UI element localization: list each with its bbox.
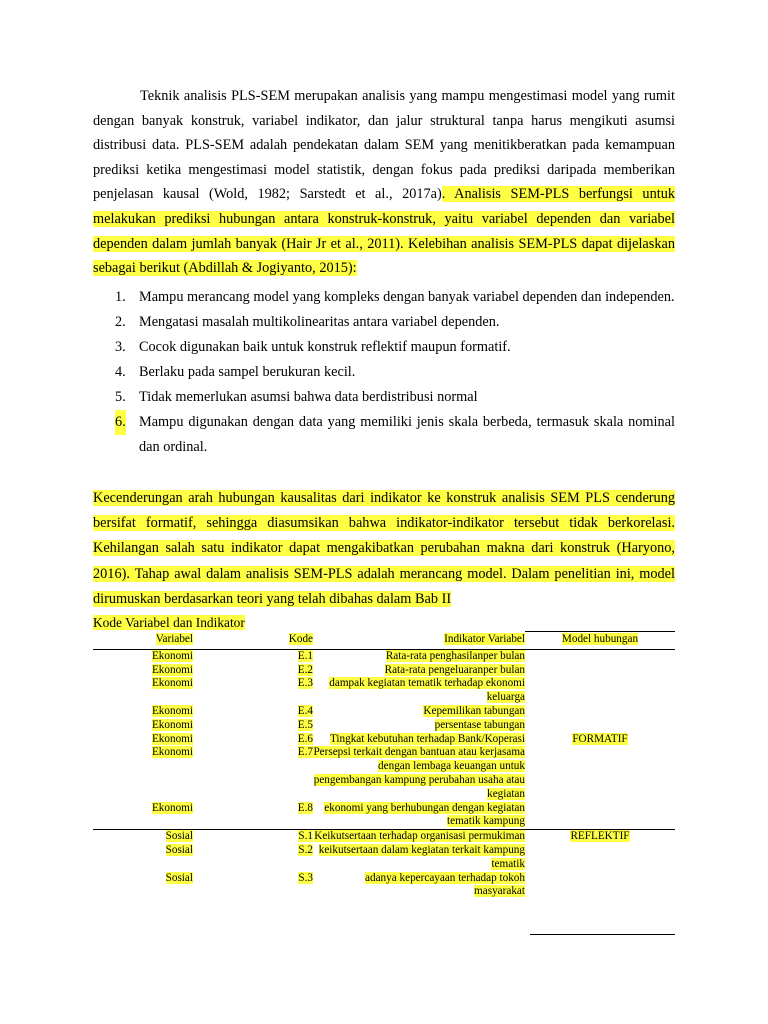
body-paragraph-2-text: Kecenderungan arah hubungan kausalitas dari indikator ke konstruk analisis SEM PLS cenderung bersifat formatif, sehingga diasumsikan bahwa indikator-indikator tersebut tidak berkorelasi. Kehilangan salah satu indikator dapat mengakibatkan perubahan makna dari konstruk (Haryono, 2016). Tahap awal dalam analisis SEM-PLS adalah merancang model. Dalam penelitian ini, model dirumuskan berdasarkan teori yang telah dibahas dalam Bab II (93, 490, 675, 607)
cell-indikator: Rata-rata pengeluaranper bulan (384, 663, 525, 676)
cell-indikator: ekonomi yang berhubungan dengan kegiatan tematik kampung (324, 801, 525, 828)
cell-kode: E.1 (297, 649, 313, 662)
list-item-text: Mengatasi masalah multikolinearitas antara variabel dependen. (139, 314, 500, 330)
cell-variabel: Sosial (165, 830, 193, 843)
table-bottom-rule (530, 934, 675, 935)
cell-kode: E.6 (297, 732, 313, 745)
cell-indikator: Keikutsertaan terhadap organisasi permukiman (314, 830, 525, 843)
cell-indikator: Tingkat kebutuhan terhadap Bank/Koperasi (329, 732, 525, 745)
list-item (93, 410, 675, 460)
cell-variabel: Sosial (165, 843, 193, 856)
cell-indikator: Rata-rata penghasilanper bulan (385, 649, 525, 662)
table-caption (93, 614, 245, 632)
cell-variabel: Sosial (165, 871, 193, 884)
header-variabel: Variabel (93, 632, 193, 650)
cell-variabel: Ekonomi (151, 677, 193, 690)
list-item (93, 285, 675, 310)
list-item (93, 360, 675, 385)
list-item-number: 4. (115, 364, 126, 380)
cell-variabel: Ekonomi (151, 718, 193, 731)
cell-indikator: Kepemilikan tabungan (423, 704, 525, 717)
list-item (93, 335, 675, 360)
list-item (93, 385, 675, 410)
cell-kode: S.1 (298, 830, 313, 843)
variable-indicator-table (93, 631, 675, 899)
cell-indikator: Persepsi terkait dengan bantuan atau kerjasama dengan lembaga keuangan untuk pengembangan kampung perubahan usaha atau kegiatan (313, 746, 525, 800)
cell-indikator: dampak kegiatan tematik terhadap ekonomi keluarga (329, 677, 525, 704)
list-item-number: 3. (115, 339, 126, 355)
cell-kode: E.4 (297, 704, 313, 717)
list-item-number: 5. (115, 389, 126, 405)
cell-model-formatif: FORMATIF (572, 732, 628, 745)
cell-kode: E.3 (297, 677, 313, 690)
cell-kode: E.8 (297, 801, 313, 814)
table-row (93, 649, 675, 663)
advantages-list (93, 285, 675, 460)
cell-kode: E.2 (297, 663, 313, 676)
list-item-number: 6. (115, 410, 126, 435)
list-item-text: Berlaku pada sampel berukuran kecil. (139, 364, 356, 380)
cell-model-reflektif: REFLEKTIF (525, 830, 675, 899)
cell-variabel: Ekonomi (151, 649, 193, 662)
cell-indikator: adanya kepercayaan terhadap tokoh masyarakat (365, 871, 525, 898)
cell-indikator: keikutsertaan dalam kegiatan terkait kampung tematik (318, 843, 525, 870)
table-row (93, 830, 675, 844)
table-caption-text: Kode Variabel dan Indikator (93, 615, 245, 630)
cell-kode: E.7 (297, 746, 313, 759)
header-model-hubungan: Model hubungan (525, 632, 675, 650)
header-kode: Kode (193, 632, 313, 650)
list-item-text: Cocok digunakan baik untuk konstruk reflektif maupun formatif. (139, 339, 511, 355)
cell-kode: S.2 (298, 843, 313, 856)
cell-kode: S.3 (298, 871, 313, 884)
cell-variabel: Ekonomi (151, 704, 193, 717)
header-indikator: Indikator Variabel (313, 632, 525, 650)
cell-indikator: persentase tabungan (434, 718, 525, 731)
intro-paragraph (93, 84, 675, 281)
list-item-text: Tidak memerlukan asumsi bahwa data berdistribusi normal (139, 389, 478, 405)
list-item (93, 310, 675, 335)
body-paragraph-2 (93, 486, 675, 612)
table-header-row (93, 632, 675, 650)
list-item-text: Mampu digunakan dengan data yang memiliki jenis skala berbeda, termasuk skala nominal dan ordinal. (139, 414, 675, 455)
intro-highlighted-text: . Analisis SEM-PLS berfungsi untuk melakukan prediksi hubungan antara konstruk-konstruk, yaitu variabel dependen dan variabel dependen dalam jumlah banyak (Hair Jr et al., 2011). Kelebihan analisis SEM-PLS dapat dijelaskan sebagai berikut (Abdillah & Jogiyanto, 2015): (93, 186, 675, 277)
list-item-text: Mampu merancang model yang kompleks dengan banyak variabel dependen dan independen. (139, 289, 675, 305)
intro-plain-text: Teknik analisis PLS-SEM merupakan analisis yang mampu mengestimasi model yang rumit dengan banyak konstruk, variabel indikator, dan jalur struktural tanpa harus mengikuti asumsi distribusi data. PLS-SEM adalah pendekatan dalam SEM yang menitikberatkan pada kemampuan prediksi ketika mengestimasi model statistik, dengan fokus pada prediksi daripada memberikan penjelasan kausal (Wold, 1982; Sarstedt et al., 2017a) (93, 88, 675, 203)
list-item-number: 2. (115, 314, 126, 330)
cell-kode: E.5 (297, 718, 313, 731)
list-item-number: 1. (115, 289, 126, 305)
cell-variabel: Ekonomi (151, 732, 193, 745)
cell-variabel: Ekonomi (151, 663, 193, 676)
cell-variabel: Ekonomi (151, 746, 193, 759)
cell-variabel: Ekonomi (151, 801, 193, 814)
